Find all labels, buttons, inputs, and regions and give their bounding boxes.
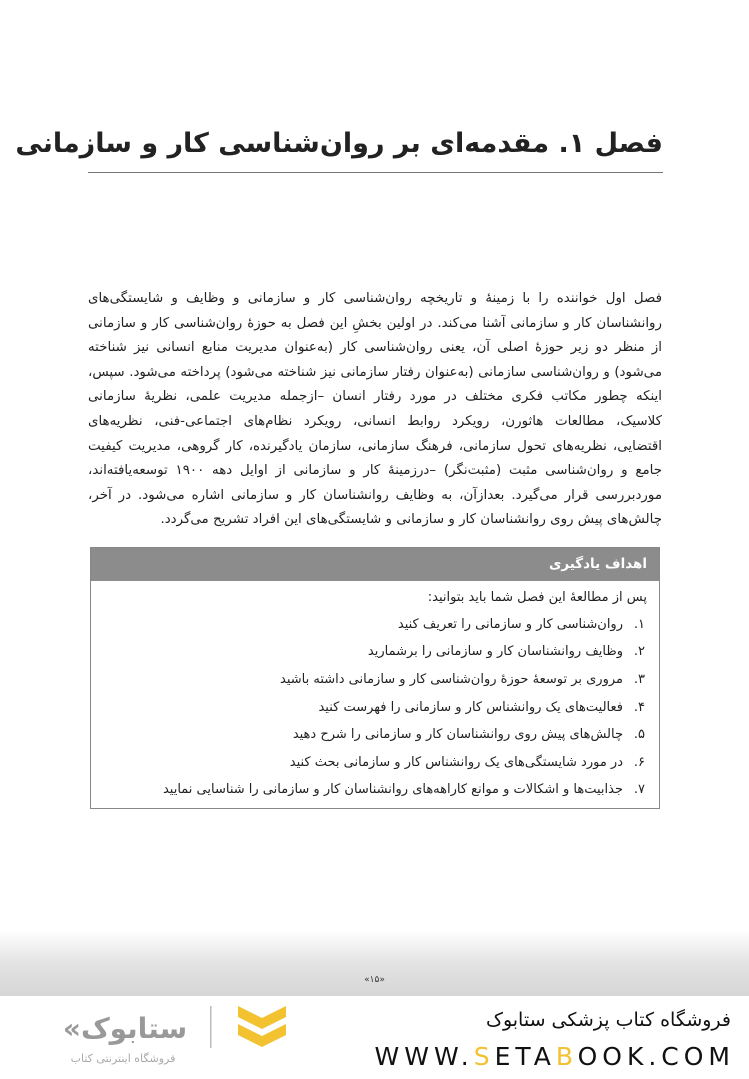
item-text: چالش‌های پیش روی روانشناسان کار و سازمانی را شرح دهید xyxy=(292,727,623,743)
paragraph-line: موردبررسی قرار می‌گیرد. بعدازآن، به وظایف روانشناسان کار و سازمانی اشاره می‌شود. در آخر، xyxy=(88,487,662,503)
paragraph-line: فصل اول خواننده را با زمینهٔ و تاریخچه روان‌شناسی کار و سازمانی و وظایف و شایستگی‌های xyxy=(88,291,662,306)
svg-text:«ستابوک: «ستابوک xyxy=(62,1012,188,1045)
item-text: در مورد شایستگی‌های یک روانشناس کار و سازمانی بحث کنید xyxy=(289,754,623,770)
item-text: وظایف روانشناسان کار و سازمانی را برشمارید xyxy=(367,644,623,660)
chapter-title: فصل ۱. مقدمه‌ای بر روان‌شناسی کار و سازمانی xyxy=(15,128,663,159)
item-number: ۲. xyxy=(633,644,645,660)
main-content xyxy=(88,287,662,809)
url-part: OOK.COM xyxy=(577,1042,735,1071)
item-text: فعالیت‌های یک روانشناس کار و سازمانی را فهرست کنید xyxy=(318,699,623,715)
url-part: WWW. xyxy=(374,1042,474,1071)
paragraph-line: چالش‌های پیش روی روانشناسان کار و سازمانی و شایستگی‌های این افراد تشریح می‌گردد. xyxy=(160,512,662,528)
paragraph-line: جامع و روان‌شناسی مثبت (مثبت‌نگر) –درزمینهٔ کار و سازمانی از اوایل دهه ۱۹۰۰ توسعه‌یافته‌اند، xyxy=(88,463,662,479)
objective-item xyxy=(91,694,659,722)
intro-paragraph xyxy=(88,287,662,533)
title-divider xyxy=(88,172,663,173)
page-footer-band xyxy=(0,930,749,996)
objectives-list xyxy=(91,611,659,804)
url-part: S xyxy=(473,1042,495,1071)
item-number: ۷. xyxy=(633,782,645,798)
item-text: مروری بر توسعهٔ حوزهٔ روان‌شناسی کار و سازمانی داشته باشید xyxy=(280,671,623,687)
item-number: ۱. xyxy=(633,616,645,632)
store-banner[interactable] xyxy=(0,996,749,1079)
item-text: جذابیت‌ها و اشکالات و موانع کاراهه‌های روانشناسان کار و سازمانی را شناسایی نمایید xyxy=(162,782,623,798)
store-name: فروشگاه کتاب پزشکی ستابوک xyxy=(485,1009,731,1031)
store-url[interactable] xyxy=(375,1042,735,1072)
setabook-logo-icon xyxy=(30,1004,290,1050)
logo-subtitle: فروشگاه اینترنتی کتاب xyxy=(70,1052,176,1065)
objective-item xyxy=(91,611,659,639)
item-text: روان‌شناسی کار و سازمانی را تعریف کنید xyxy=(397,616,623,632)
paragraph-line: از منظر دو زیر حوزهٔ اصلی آن، یعنی روان‌شناسی کار (به‌عنوان مدیریت منابع انسانی نیز شناخته xyxy=(88,340,662,356)
item-number: ۵. xyxy=(633,727,645,743)
objective-item xyxy=(91,639,659,667)
paragraph-line: اقتضایی، نظریه‌های تحول سازمانی، فرهنگ سازمانی، سازمان یادگیرنده، کار گروهی، مدیریت کیفیت xyxy=(88,438,662,454)
learning-objectives-box xyxy=(90,547,660,809)
paragraph-line: می‌شود) و روان‌شناسی سازمانی (به‌عنوان رفتار سازمانی نیز شناخته می‌شود) پرداخته می‌شود. سپس، xyxy=(88,364,662,380)
paragraph-line: کلاسیک، مطالعات هاثورن، رویکرد روابط انسانی، رویکرد نظام‌های اجتماعی-فنی، نظریه‌های xyxy=(88,413,662,429)
objectives-intro: پس از مطالعهٔ این فصل شما باید بتوانید: xyxy=(427,589,647,605)
objective-item xyxy=(91,721,659,749)
paragraph-line: روانشناسان کار و سازمانی آشنا می‌کند. در اولین بخشِ این فصل به حوزهٔ روان‌شناسی کار و سازمانی xyxy=(88,315,662,331)
paragraph-line: اینکه چطور مکاتب فکری مختلف در مورد رفتار انسان –ازجمله مدیریت علمی، نظریهٔ سازمانی xyxy=(88,389,662,405)
logo-block xyxy=(30,1004,290,1066)
objective-item xyxy=(91,749,659,777)
item-number: ۶. xyxy=(633,754,645,770)
objectives-heading: اهداف یادگیری xyxy=(91,548,659,581)
item-number: ۳. xyxy=(633,671,645,687)
objective-item xyxy=(91,666,659,694)
url-part: B xyxy=(555,1042,578,1071)
item-number: ۴. xyxy=(633,699,645,715)
objective-item xyxy=(91,777,659,805)
url-part: ETA xyxy=(494,1042,556,1071)
page-number: «۱۵» xyxy=(364,975,385,985)
